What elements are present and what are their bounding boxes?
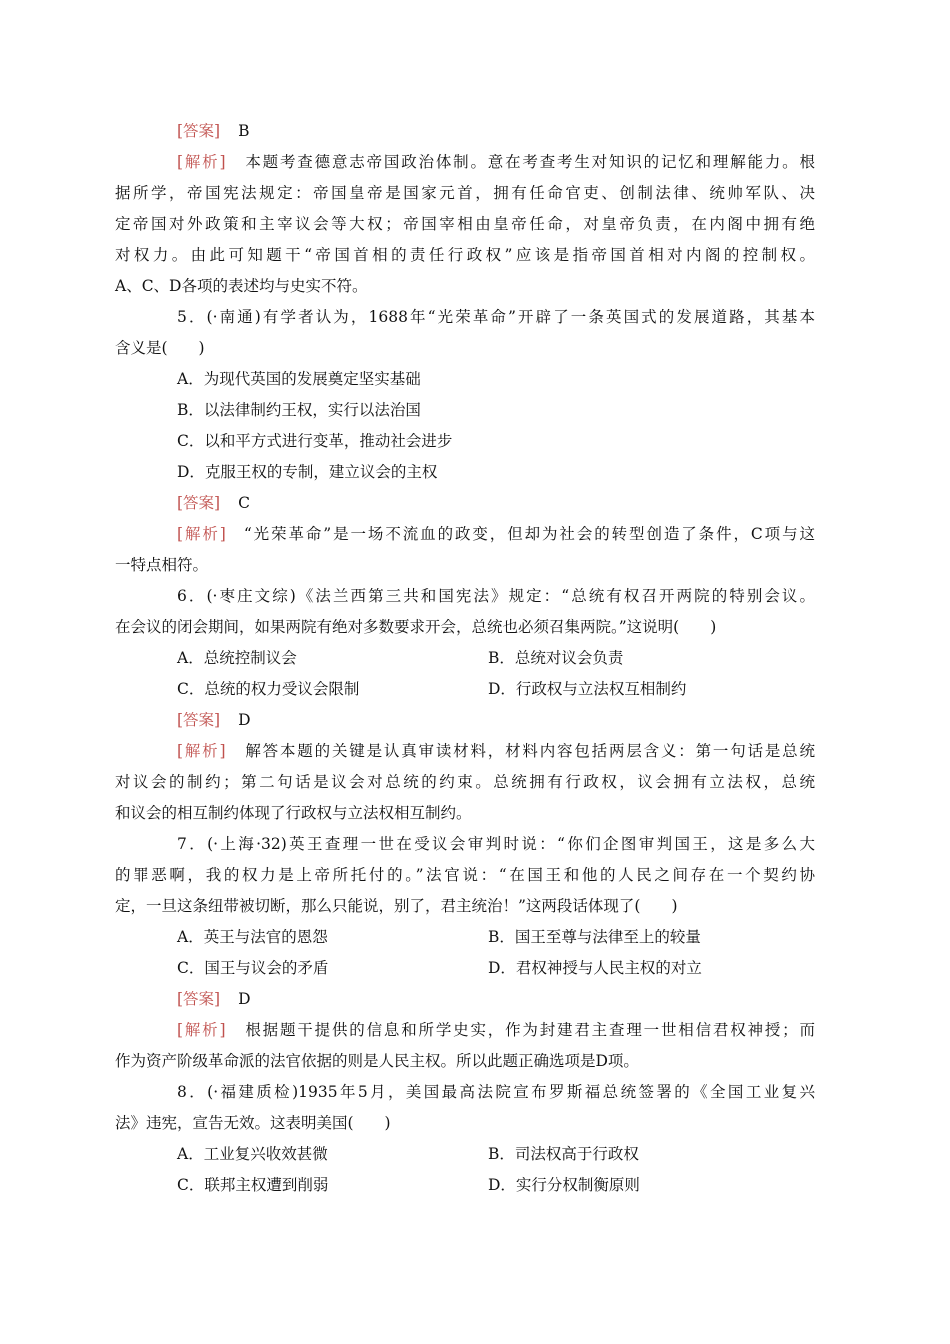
answer-value: B <box>238 122 250 140</box>
q6-option-b: B．总统对议会负责 <box>488 649 624 667</box>
document-page <box>115 116 815 1201</box>
q8-options-row <box>115 1170 815 1201</box>
q7-analysis-line: 作为资产阶级革命派的法官依据的则是人民主权。所以此题正确选项是D项。 <box>115 1052 639 1070</box>
answer-tag: [答案] <box>177 122 221 140</box>
q6-analysis-line: 和议会的相互制约体现了行政权与立法权相互制约。 <box>115 804 472 822</box>
q6-answer <box>115 705 815 736</box>
q7-answer <box>115 984 815 1015</box>
q6-options-row <box>115 643 815 674</box>
q7-option-d: D．君权神授与人民主权的对立 <box>488 959 702 977</box>
q8-stem-line: 法》违宪，宣告无效。这表明美国( ) <box>115 1114 391 1132</box>
q4-analysis-line: A、C、D各项的表述均与史实不符。 <box>115 277 368 295</box>
answer-value: C <box>238 494 250 512</box>
answer-tag: [答案] <box>177 494 221 512</box>
answer-tag: [答案] <box>177 711 221 729</box>
q6-analysis-line <box>115 736 815 767</box>
q7-analysis-line <box>115 1015 815 1046</box>
q5-answer <box>115 488 815 519</box>
q8-stem-line: 8．(·福建质检)1935年5月，美国最高法院宣布罗斯福总统签署的《全国工业复兴 <box>177 1083 815 1101</box>
analysis-tag: [解析] <box>177 1021 226 1039</box>
q4-analysis-line: 据所学，帝国宪法规定：帝国皇帝是国家元首，拥有任命官吏、创制法律、统帅军队、决 <box>115 184 815 202</box>
q7-option-c: C．国王与议会的矛盾 <box>177 959 329 977</box>
q7-option-a: A．英王与法官的恩怨 <box>177 928 328 946</box>
q5-option-a: A．为现代英国的发展奠定坚实基础 <box>177 370 421 388</box>
analysis-text: 本题考查德意志帝国政治体制。意在考查考生对知识的记忆和理解能力。根 <box>243 153 815 171</box>
q6-analysis-line: 对议会的制约；第二句话是议会对总统的约束。总统拥有行政权，议会拥有立法权，总统 <box>115 773 815 791</box>
analysis-tag: [解析] <box>177 742 226 760</box>
q5-analysis-line <box>115 519 815 550</box>
answer-value: D <box>238 711 251 729</box>
q7-option-b: B．国王至尊与法律至上的较量 <box>488 928 701 946</box>
q5-option-c: C．以和平方式进行变革，推动社会进步 <box>177 432 453 450</box>
q5-analysis-line: 一特点相符。 <box>115 556 209 574</box>
q4-analysis-line: 对权力。由此可知题干“帝国首相的责任行政权”应该是指帝国首相对内阁的控制权。 <box>115 246 815 264</box>
analysis-tag: [解析] <box>177 153 226 171</box>
q6-option-d: D．行政权与立法权互相制约 <box>488 680 687 698</box>
q4-analysis-line <box>115 147 815 178</box>
q5-option-b: B．以法律制约王权，实行以法治国 <box>177 401 421 419</box>
q7-stem-line: 的罪恶啊，我的权力是上帝所托付的。”法官说：“在国王和他的人民之间存在一个契约协 <box>115 866 815 884</box>
analysis-text: 根据题干提供的信息和所学史实，作为封建君主查理一世相信君权神授；而 <box>243 1021 815 1039</box>
q7-stem-line: 7．(·上海·32)英王查理一世在受议会审判时说：“你们企图审判国王，这是多么大 <box>177 835 815 853</box>
q5-option-d: D．克服王权的专制，建立议会的主权 <box>177 463 438 481</box>
answer-value: D <box>238 990 251 1008</box>
q7-options-row <box>115 922 815 953</box>
q8-option-b: B．司法权高于行政权 <box>488 1145 639 1163</box>
q5-stem-line: 含义是( ) <box>115 339 205 357</box>
q6-option-a: A．总统控制议会 <box>177 649 297 667</box>
q6-options-row <box>115 674 815 705</box>
q4-analysis-line: 定帝国对外政策和主宰议会等大权；帝国宰相由皇帝任命，对皇帝负责，在内阁中拥有绝 <box>115 215 815 233</box>
q7-stem-line: 定，一旦这条纽带被切断，那么只能说，别了，君主统治！”这两段话体现了( ) <box>115 897 678 915</box>
q8-option-a: A．工业复兴收效甚微 <box>177 1145 328 1163</box>
q6-option-c: C．总统的权力受议会限制 <box>177 680 360 698</box>
q4-answer <box>115 116 815 147</box>
analysis-tag: [解析] <box>177 525 226 543</box>
q6-stem-line: 在会议的闭会期间，如果两院有绝对多数要求开会，总统也必须召集两院。”这说明( ) <box>115 618 717 636</box>
q5-stem-line: 5．(·南通)有学者认为，1688年“光荣革命”开辟了一条英国式的发展道路，其基本 <box>177 308 815 326</box>
q6-stem-line: 6．(·枣庄文综)《法兰西第三共和国宪法》规定：“总统有权召开两院的特别会议。 <box>177 587 815 605</box>
answer-tag: [答案] <box>177 990 221 1008</box>
analysis-text: 解答本题的关键是认真审读材料，材料内容包括两层含义：第一句话是总统 <box>243 742 815 760</box>
q8-option-d: D．实行分权制衡原则 <box>488 1176 640 1194</box>
analysis-text: “光荣革命”是一场不流血的政变，但却为社会的转型创造了条件，C项与这 <box>243 525 815 543</box>
q8-option-c: C．联邦主权遭到削弱 <box>177 1176 329 1194</box>
q8-options-row <box>115 1139 815 1170</box>
q7-options-row <box>115 953 815 984</box>
